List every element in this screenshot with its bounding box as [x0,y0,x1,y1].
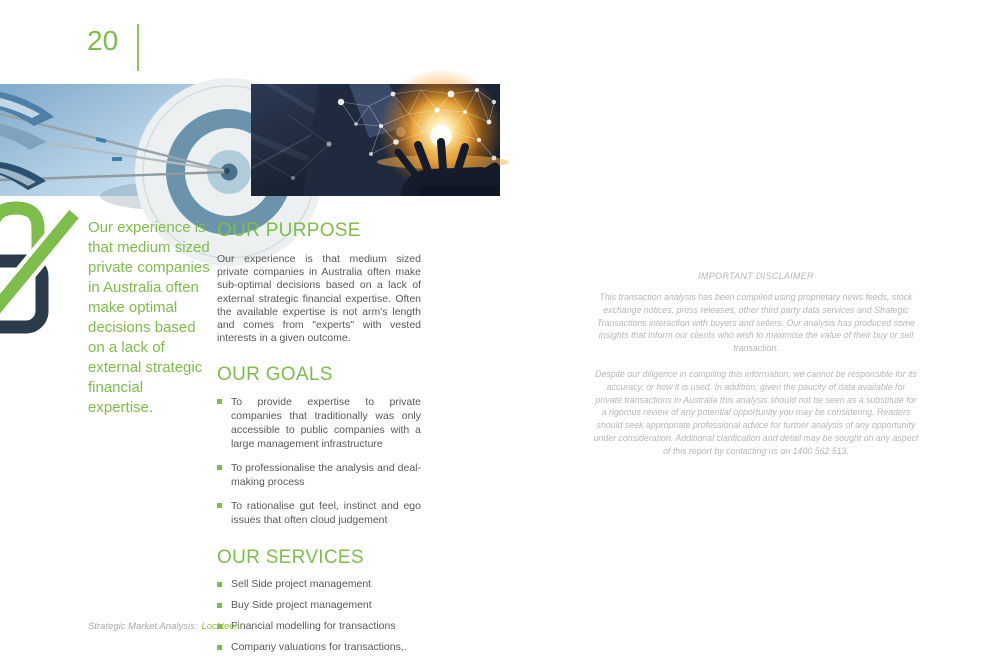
page-number: 20 [87,25,119,56]
goal-item [217,395,421,451]
bullet-square-icon [217,582,222,587]
bullet-square-icon [217,465,222,470]
target-arrows-image [0,84,249,196]
goal-item [217,499,421,527]
purpose-body: Our experience is that medium sized private companies in Australia often make sub-optimal decisions based on a lack of external strategic financial expertise. Often the available expertise is not arm's length and comes from "experts" with vested interests in a given outcome. [217,253,421,345]
disclaimer-title: IMPORTANT DISCLAIMER [698,271,814,281]
service-item [217,620,421,632]
intro-quote: Our experience is that medium sized private companies in Australia often make optimal decisions based on a lack of external strategic financial expertise. [88,219,210,416]
hero-images [0,84,500,196]
service-text: Sell Side project management [231,578,372,591]
footer-brand: Locktech [201,621,240,632]
service-item [217,578,421,590]
padlock-check-icon [0,204,80,336]
bullet-square-icon [217,503,222,508]
service-text: Company valuations for transactions,. [231,641,407,654]
bullet-square-icon [217,603,222,608]
goal-item [217,461,421,489]
footer-label: Strategic Market Analysis: [88,621,198,632]
service-text: Financial modelling for transactions [231,620,396,633]
service-item [217,641,421,653]
services-heading: OUR SERVICES [217,547,364,569]
goal-text: To provide expertise to private companies that traditionally was only accessible to public companies with a large management infrastructure [231,396,421,451]
service-item [217,599,421,611]
disclaimer-paragraph: Despite our diligence in compiling this information, we cannot be responsible for its accuracy, or how it is used. In addition, given the paucity of data available for private transactions in Australia this analysis should not be seen as a substitute for a rigorous review of any potential opportunity you may be considering. Readers should seek appropriate professional advice for further analysis of any opportunity under consideration. Additional clarification and detail may be sought on any aspect of this report by contacting us on 1400 562 513. [593,368,919,456]
goal-text: To rationalise gut feel, instinct and ego issues that often cloud judgement [231,500,421,527]
goals-list [217,395,421,527]
page-number-divider [137,24,139,71]
goals-heading: OUR GOALS [217,364,333,386]
goal-text: To professionalise the analysis and deal-making process [231,462,421,489]
disclaimer-paragraph: This transaction analysis has been compiled using proprietary news feeds, stock exchange notices, press releases, other third party data services and Strategic Transactions interaction with buyers and sellers. Our analysis has produced some insights that inform our clients who wish to maximise the value of their buy or sell transaction. [596,292,916,354]
bullet-square-icon [217,645,222,650]
purpose-heading: OUR PURPOSE [217,220,361,241]
services-list [217,578,421,653]
bullet-square-icon [217,399,222,404]
page-footer [88,621,240,633]
disclaimer-section [593,271,919,471]
network-hand-image [251,84,500,196]
content-column [217,219,421,662]
service-text: Buy Side project management [231,599,372,612]
